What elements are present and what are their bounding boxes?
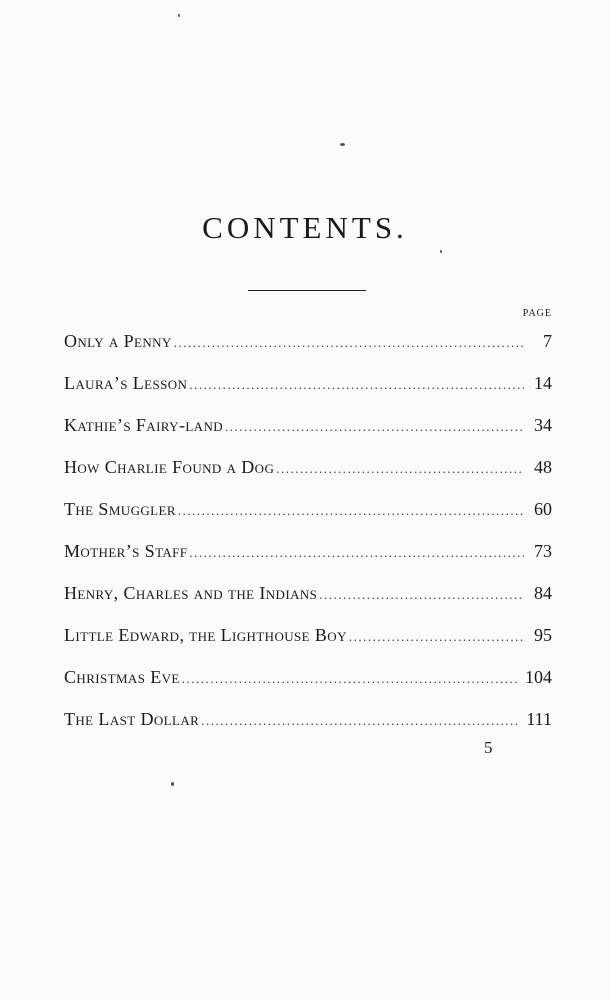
toc-entry-title: Mother’s Staff <box>64 541 188 561</box>
contents-list <box>64 320 552 740</box>
toc-entry-title: Laura’s Lesson <box>64 373 188 393</box>
dot-leader <box>189 532 524 574</box>
dot-leader <box>182 658 519 700</box>
toc-entry <box>64 404 552 446</box>
dot-leader <box>201 700 520 742</box>
toc-entry <box>64 488 552 530</box>
toc-entry <box>64 446 552 488</box>
page-column-label: PAGE <box>522 308 552 319</box>
toc-entry-page: 95 <box>534 625 552 645</box>
toc-entry <box>64 698 552 740</box>
page-number: 5 <box>484 738 493 757</box>
toc-entry-title: The Smuggler <box>64 499 176 519</box>
page-title: CONTENTS. <box>202 210 408 245</box>
toc-entry-title: Little Edward, the Lighthouse Boy <box>64 625 347 645</box>
dot-leader <box>319 574 524 616</box>
dot-leader <box>178 490 524 532</box>
dot-leader <box>189 364 524 406</box>
toc-entry-page: 84 <box>534 583 552 603</box>
scan-speck <box>171 782 174 786</box>
scan-speck <box>340 143 345 146</box>
toc-entry <box>64 614 552 656</box>
title-rule <box>248 290 366 291</box>
toc-entry-page: 111 <box>526 709 552 729</box>
toc-entry-title: Christmas Eve <box>64 667 180 687</box>
toc-entry-page: 104 <box>525 667 552 687</box>
toc-entry-page: 48 <box>534 457 552 477</box>
dot-leader <box>349 616 524 658</box>
toc-entry-title: Henry, Charles and the Indians <box>64 583 318 603</box>
dot-leader <box>225 406 524 448</box>
toc-entry-page: 7 <box>543 331 552 351</box>
toc-entry <box>64 320 552 362</box>
toc-entry-page: 34 <box>534 415 552 435</box>
toc-entry-page: 73 <box>534 541 552 561</box>
toc-entry-title: How Charlie Found a Dog <box>64 457 275 477</box>
toc-entry-page: 60 <box>534 499 552 519</box>
scan-speck <box>178 14 180 17</box>
toc-entry-title: Kathie’s Fairy-land <box>64 415 224 435</box>
dot-leader <box>174 322 524 364</box>
toc-entry <box>64 656 552 698</box>
toc-entry-title: Only a Penny <box>64 331 172 351</box>
toc-entry-title: The Last Dollar <box>64 709 200 729</box>
toc-entry <box>64 572 552 614</box>
toc-entry <box>64 530 552 572</box>
toc-entry <box>64 362 552 404</box>
dot-leader <box>276 448 524 490</box>
scan-speck <box>440 250 442 253</box>
toc-entry-page: 14 <box>534 373 552 393</box>
